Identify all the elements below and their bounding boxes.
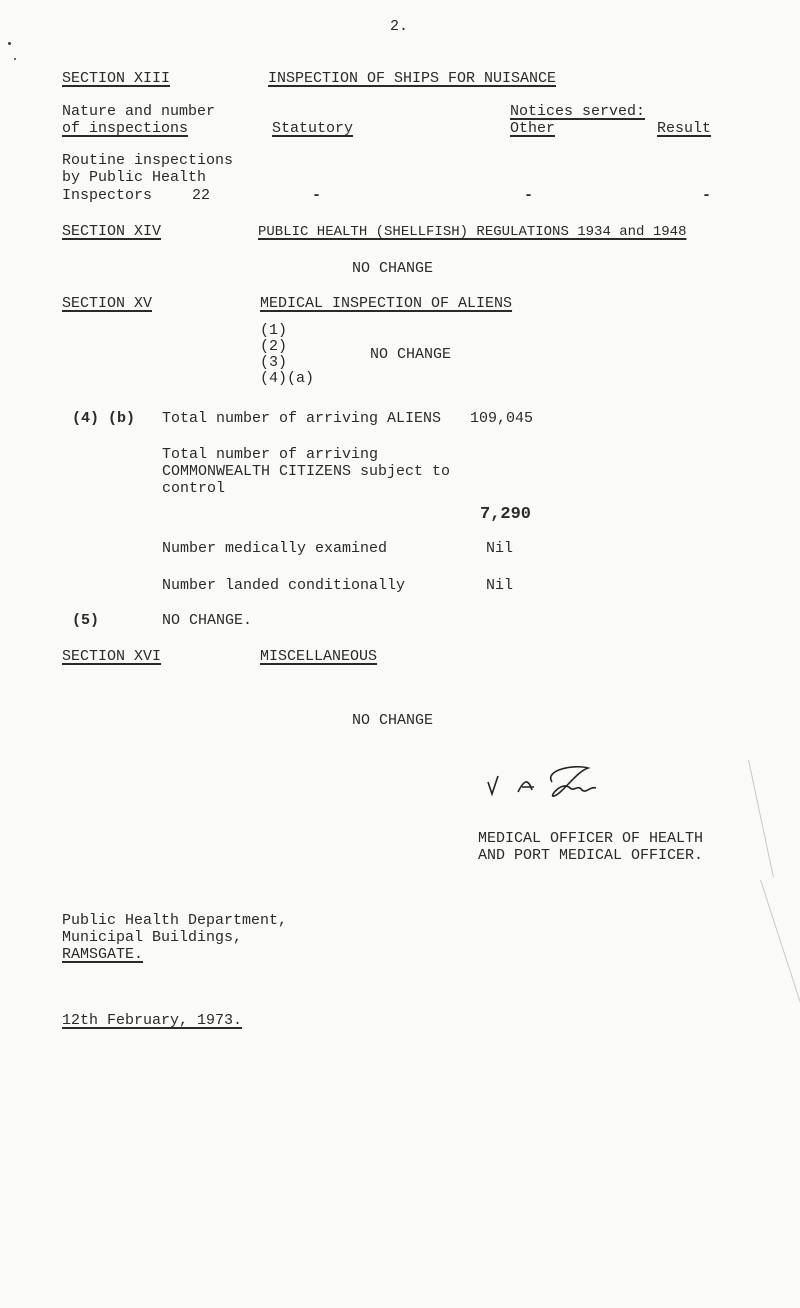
signature-initial-a xyxy=(518,782,534,792)
item-5-label: (5) xyxy=(72,612,100,629)
item-3: (3) xyxy=(260,354,288,371)
commonwealth-line1: Total number of arriving xyxy=(162,446,379,463)
col-statutory: Statutory xyxy=(272,120,354,137)
section-xiv-status: NO CHANGE xyxy=(352,260,434,277)
routine-count: 22 xyxy=(192,187,211,204)
commonwealth-value: 7,290 xyxy=(480,505,532,524)
landed-value: Nil xyxy=(486,577,514,594)
routine-line1: Routine inspections xyxy=(62,152,234,169)
result-dash: - xyxy=(702,187,712,204)
section-xvi-status: NO CHANGE xyxy=(352,712,434,729)
item-4b-label: (4) (b) xyxy=(72,410,136,427)
section-xvi-title: MISCELLANEOUS xyxy=(260,648,378,665)
routine-line2: by Public Health xyxy=(62,169,207,186)
handwritten-signature xyxy=(478,760,610,808)
scan-streak xyxy=(760,880,800,1013)
col-other: Other xyxy=(510,120,556,137)
section-xiv-label: SECTION XIV xyxy=(62,223,162,240)
col-result: Result xyxy=(657,120,712,137)
landed-label: Number landed conditionally xyxy=(162,577,406,594)
officer-title-line1: MEDICAL OFFICER OF HEALTH xyxy=(478,830,704,847)
officer-title-line2: AND PORT MEDICAL OFFICER. xyxy=(478,847,704,864)
item-5-text: NO CHANGE. xyxy=(162,612,253,629)
scan-speck xyxy=(14,58,16,60)
statutory-dash: - xyxy=(312,187,322,204)
items-status: NO CHANGE xyxy=(370,346,452,363)
col-nature-line1: Nature and number xyxy=(62,103,216,120)
routine-line3: Inspectors xyxy=(62,187,153,204)
arriving-aliens-value: 109,045 xyxy=(470,410,534,427)
section-xiv-title: PUBLIC HEALTH (SHELLFISH) REGULATIONS 1934 and 1948 xyxy=(258,224,687,240)
examined-value: Nil xyxy=(486,540,514,557)
section-xiii-label: SECTION XIII xyxy=(62,70,171,87)
signature-surname xyxy=(551,767,596,796)
commonwealth-line3: control xyxy=(162,480,226,497)
scan-streak xyxy=(748,760,774,878)
arriving-aliens-label: Total number of arriving ALIENS xyxy=(162,410,442,427)
examined-label: Number medically examined xyxy=(162,540,388,557)
commonwealth-line2: COMMONWEALTH CITIZENS subject to xyxy=(162,463,451,480)
other-dash: - xyxy=(524,187,534,204)
col-notices-served: Notices served: xyxy=(510,103,646,120)
section-xiii-title: INSPECTION OF SHIPS FOR NUISANCE xyxy=(268,70,557,87)
document-date: 12th February, 1973. xyxy=(62,1012,243,1029)
address-line3: RAMSGATE. xyxy=(62,946,144,963)
signature-initial-j xyxy=(488,776,498,794)
item-1: (1) xyxy=(260,322,288,339)
section-xv-label: SECTION XV xyxy=(62,295,153,312)
item-4a: (4)(a) xyxy=(260,370,315,387)
address-line1: Public Health Department, xyxy=(62,912,288,929)
section-xvi-label: SECTION XVI xyxy=(62,648,162,665)
col-nature-line2: of inspections xyxy=(62,120,189,137)
item-2: (2) xyxy=(260,338,288,355)
scan-speck xyxy=(8,42,11,45)
section-xv-title: MEDICAL INSPECTION OF ALIENS xyxy=(260,295,513,312)
address-line2: Municipal Buildings, xyxy=(62,929,243,946)
page-number: 2. xyxy=(390,18,409,35)
